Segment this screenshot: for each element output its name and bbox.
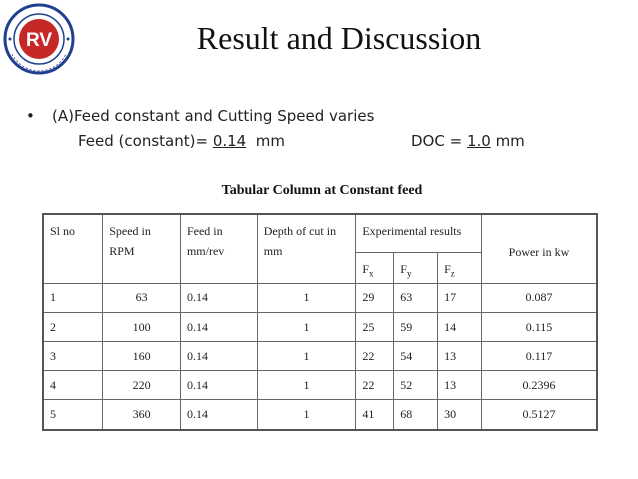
feed-value: 0.14 bbox=[212, 132, 247, 150]
cell-fy: 59 bbox=[394, 313, 438, 342]
table-row bbox=[43, 400, 597, 430]
doc-unit: mm bbox=[490, 132, 525, 150]
bullet-text: (A)Feed constant and Cutting Speed varies bbox=[52, 107, 375, 125]
cell-fz: 13 bbox=[438, 371, 482, 400]
bullet-item bbox=[26, 107, 374, 125]
header-fz: $F_z$ bbox=[438, 252, 482, 283]
cell-sl: 5 bbox=[43, 400, 103, 430]
cell-power: 0.117 bbox=[481, 342, 597, 371]
header-speed: Speed in RPM bbox=[103, 214, 181, 283]
table-header-row bbox=[43, 214, 597, 252]
cell-fy: 63 bbox=[394, 283, 438, 312]
cell-feed: 0.14 bbox=[180, 283, 257, 312]
cell-power: 0.5127 bbox=[481, 400, 597, 430]
parameters-line bbox=[78, 132, 538, 150]
results-table bbox=[42, 213, 598, 431]
cell-fx: 41 bbox=[356, 400, 394, 430]
cell-fx: 29 bbox=[356, 283, 394, 312]
header-fy: $F_y$ bbox=[394, 252, 438, 283]
cell-depth: 1 bbox=[257, 342, 356, 371]
cell-speed: 100 bbox=[103, 313, 181, 342]
cell-feed: 0.14 bbox=[180, 313, 257, 342]
cell-fy: 54 bbox=[394, 342, 438, 371]
cell-fy: 68 bbox=[394, 400, 438, 430]
doc-value: 1.0 bbox=[466, 132, 491, 150]
cell-speed: 220 bbox=[103, 371, 181, 400]
cell-depth: 1 bbox=[257, 283, 356, 312]
feed-label: Feed (constant)= bbox=[78, 132, 213, 150]
doc-parameter bbox=[411, 132, 525, 150]
cell-depth: 1 bbox=[257, 400, 356, 430]
header-experimental: Experimental results bbox=[356, 214, 482, 252]
cell-fz: 17 bbox=[438, 283, 482, 312]
cell-fx: 22 bbox=[356, 342, 394, 371]
cell-fz: 13 bbox=[438, 342, 482, 371]
svg-text:RV: RV bbox=[25, 30, 53, 51]
feed-unit: mm bbox=[246, 132, 285, 150]
cell-power: 0.087 bbox=[481, 283, 597, 312]
header-feed: Feed in mm/rev bbox=[180, 214, 257, 283]
cell-speed: 160 bbox=[103, 342, 181, 371]
table-row bbox=[43, 283, 597, 312]
cell-power: 0.115 bbox=[481, 313, 597, 342]
header-sl-no: Sl no bbox=[43, 214, 103, 283]
cell-feed: 0.14 bbox=[180, 400, 257, 430]
cell-feed: 0.14 bbox=[180, 342, 257, 371]
cell-fy: 52 bbox=[394, 371, 438, 400]
table-title: Tabular Column at Constant feed bbox=[221, 183, 423, 198]
cell-depth: 1 bbox=[257, 371, 356, 400]
cell-fx: 22 bbox=[356, 371, 394, 400]
bullet-symbol: • bbox=[26, 107, 35, 125]
slide-title: Result and Discussion bbox=[196, 20, 482, 56]
header-fx: $F_x$ bbox=[356, 252, 394, 283]
cell-sl: 1 bbox=[43, 283, 103, 312]
cell-fz: 30 bbox=[438, 400, 482, 430]
doc-label: DOC = bbox=[411, 132, 467, 150]
cell-speed: 63 bbox=[103, 283, 181, 312]
cell-sl: 2 bbox=[43, 313, 103, 342]
table-row bbox=[43, 313, 597, 342]
cell-power: 0.2396 bbox=[481, 371, 597, 400]
cell-fz: 14 bbox=[438, 313, 482, 342]
header-depth: Depth of cut in mm bbox=[257, 214, 356, 283]
cell-feed: 0.14 bbox=[180, 371, 257, 400]
cell-fx: 25 bbox=[356, 313, 394, 342]
cell-depth: 1 bbox=[257, 313, 356, 342]
cell-speed: 360 bbox=[103, 400, 181, 430]
header-power: Power in kw bbox=[481, 214, 597, 283]
table-row bbox=[43, 342, 597, 371]
table-row bbox=[43, 371, 597, 400]
cell-sl: 4 bbox=[43, 371, 103, 400]
cell-sl: 3 bbox=[43, 342, 103, 371]
